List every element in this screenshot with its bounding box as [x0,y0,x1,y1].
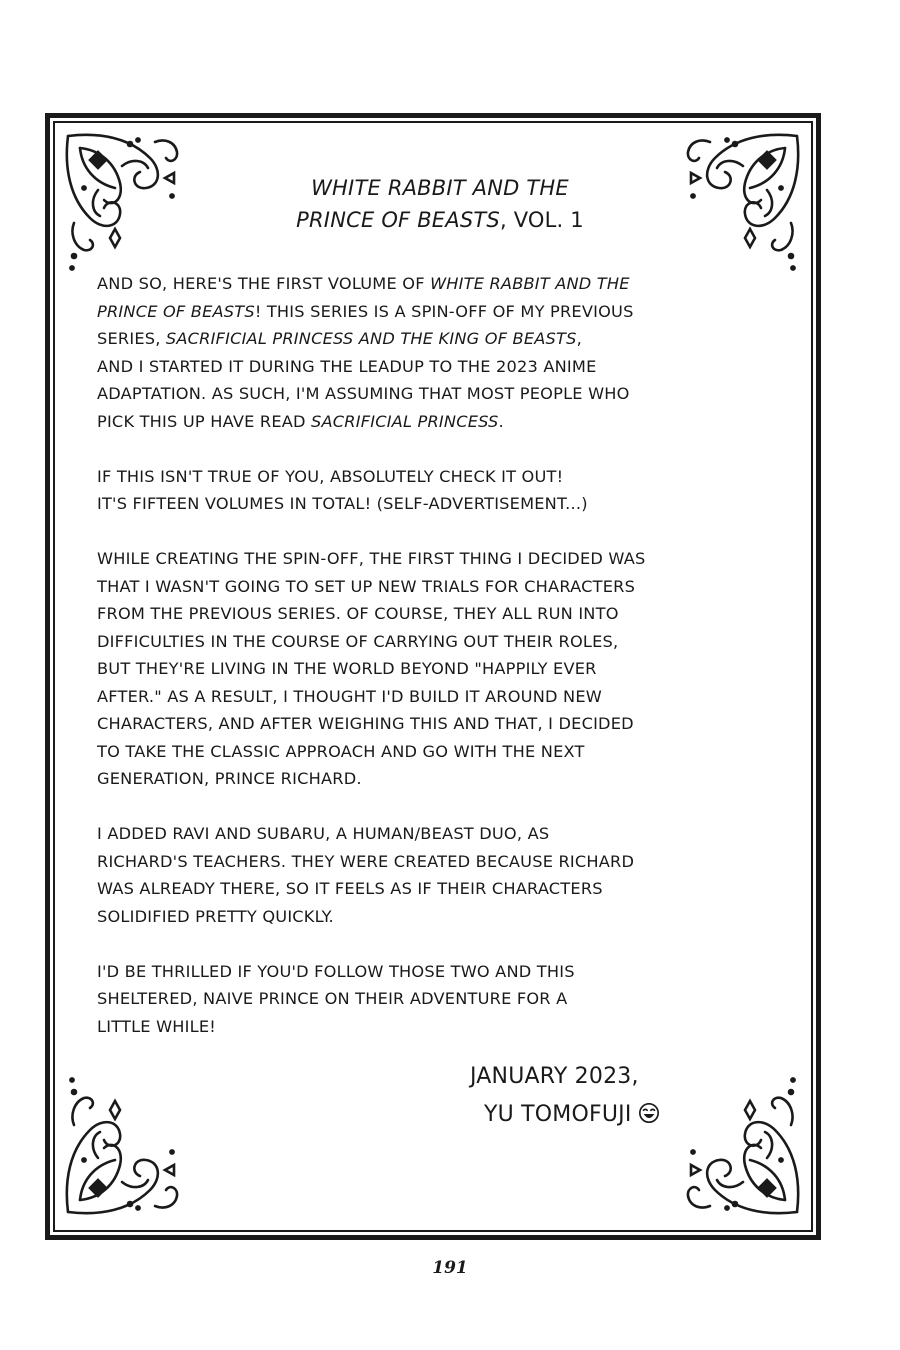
text-line [97,655,777,683]
text-segment: IF THIS ISN'T TRUE OF YOU, ABSOLUTELY CHECK IT OUT! [97,466,564,486]
text-line [97,408,777,436]
page-number: 191 [432,1258,468,1278]
afterword-paragraph-3 [97,545,777,793]
italic-title-segment: WHITE RABBIT AND THE [430,274,630,293]
text-segment: CHARACTERS, AND AFTER WEIGHING THIS AND THAT, I DECIDED [97,714,634,733]
signature-author: YU TOMOFUJI [484,1102,632,1127]
text-line [97,765,777,793]
text-segment: TO TAKE THE CLASSIC APPROACH AND GO WITH THE NEXT [97,741,585,761]
text-line [97,1013,777,1041]
text-line [97,848,777,876]
text-segment: GENERATION, PRINCE RICHARD. [97,769,362,788]
text-line [97,380,777,408]
text-line [97,573,777,601]
text-line [97,490,777,518]
text-line [97,985,777,1013]
text-segment: AND SO, HERE'S THE FIRST VOLUME OF [97,274,431,293]
text-segment: BUT THEY'RE LIVING IN THE WORLD BEYOND "HAPPILY EVER [97,659,597,678]
text-line [97,738,777,766]
text-segment: IT'S FIFTEEN VOLUMES IN TOTAL! (SELF-ADVERTISEMENT...) [97,494,588,513]
text-segment: AFTER." AS A RESULT, I THOUGHT I'D BUILD IT AROUND NEW [97,686,602,706]
italic-title-segment: SACRIFICIAL PRINCESS [311,411,499,431]
text-line [97,875,777,903]
text-segment: SERIES, [97,329,166,348]
signature-author-line [470,1096,730,1134]
text-segment: RICHARD'S TEACHERS. THEY WERE CREATED BECAUSE RICHARD [97,851,635,871]
text-line [97,298,777,326]
text-line [97,710,777,738]
text-segment: LITTLE WHILE! [97,1016,216,1036]
ornament-bottom-left-icon [60,1075,182,1220]
text-line [97,820,777,848]
text-segment: WHILE CREATING THE SPIN-OFF, THE FIRST THING I DECIDED WAS [97,549,646,568]
text-segment: DIFFICULTIES IN THE COURSE OF CARRYING OUT THEIR ROLES, [97,631,619,651]
text-segment: I'D BE THRILLED IF YOU'D FOLLOW THOSE TWO AND THIS [97,961,575,981]
afterword-paragraph-4 [97,820,777,930]
text-line [97,958,777,986]
title-line-2 [220,204,660,236]
title-series-name: PRINCE OF BEASTS [296,208,500,232]
text-line [97,600,777,628]
italic-title-segment: PRINCE OF BEASTS [97,301,255,321]
text-segment: AND I STARTED IT DURING THE LEADUP TO THE 2023 ANIME [97,356,597,376]
title-line-1: WHITE RABBIT AND THE [311,176,569,200]
text-segment: ADAPTATION. AS SUCH, I'M ASSUMING THAT MOST PEOPLE WHO [97,384,630,403]
afterword-title [220,172,660,236]
signature-date: JANUARY 2023, [470,1064,639,1089]
title-volume: , VOL. 1 [499,208,584,232]
afterword-paragraph-2 [97,463,777,518]
text-segment: I ADDED RAVI AND SUBARU, A HUMAN/BEAST DUO, AS [97,824,550,843]
text-line [97,353,777,381]
text-line [97,683,777,711]
ornament-top-right-icon [683,128,805,273]
ornament-top-left-icon [60,128,182,273]
afterword-body [97,270,777,1068]
text-segment: . [498,411,504,431]
text-segment: THAT I WASN'T GOING TO SET UP NEW TRIALS FOR CHARACTERS [97,576,636,596]
text-segment: SOLIDIFIED PRETTY QUICKLY. [97,906,334,926]
signature-block [470,1058,730,1134]
smiley-face-icon [638,1099,660,1121]
text-segment: ! THIS SERIES IS A SPIN-OFF OF MY PREVIOUS [254,301,634,321]
text-line [97,545,777,573]
text-segment: PICK THIS UP HAVE READ [97,411,312,431]
italic-title-segment: SACRIFICIAL PRINCESS AND THE KING OF BEASTS [165,329,577,348]
text-segment: FROM THE PREVIOUS SERIES. OF COURSE, THEY ALL RUN INTO [97,604,619,623]
afterword-paragraph-5 [97,958,777,1041]
text-segment: WAS ALREADY THERE, SO IT FEELS AS IF THEIR CHARACTERS [97,879,603,898]
text-segment: , [576,329,582,348]
text-segment: SHELTERED, NAIVE PRINCE ON THEIR ADVENTURE FOR A [97,989,568,1008]
text-line [97,903,777,931]
text-line [97,325,777,353]
text-line [97,628,777,656]
text-line [97,463,777,491]
text-line [97,270,777,298]
afterword-paragraph-1 [97,270,777,435]
